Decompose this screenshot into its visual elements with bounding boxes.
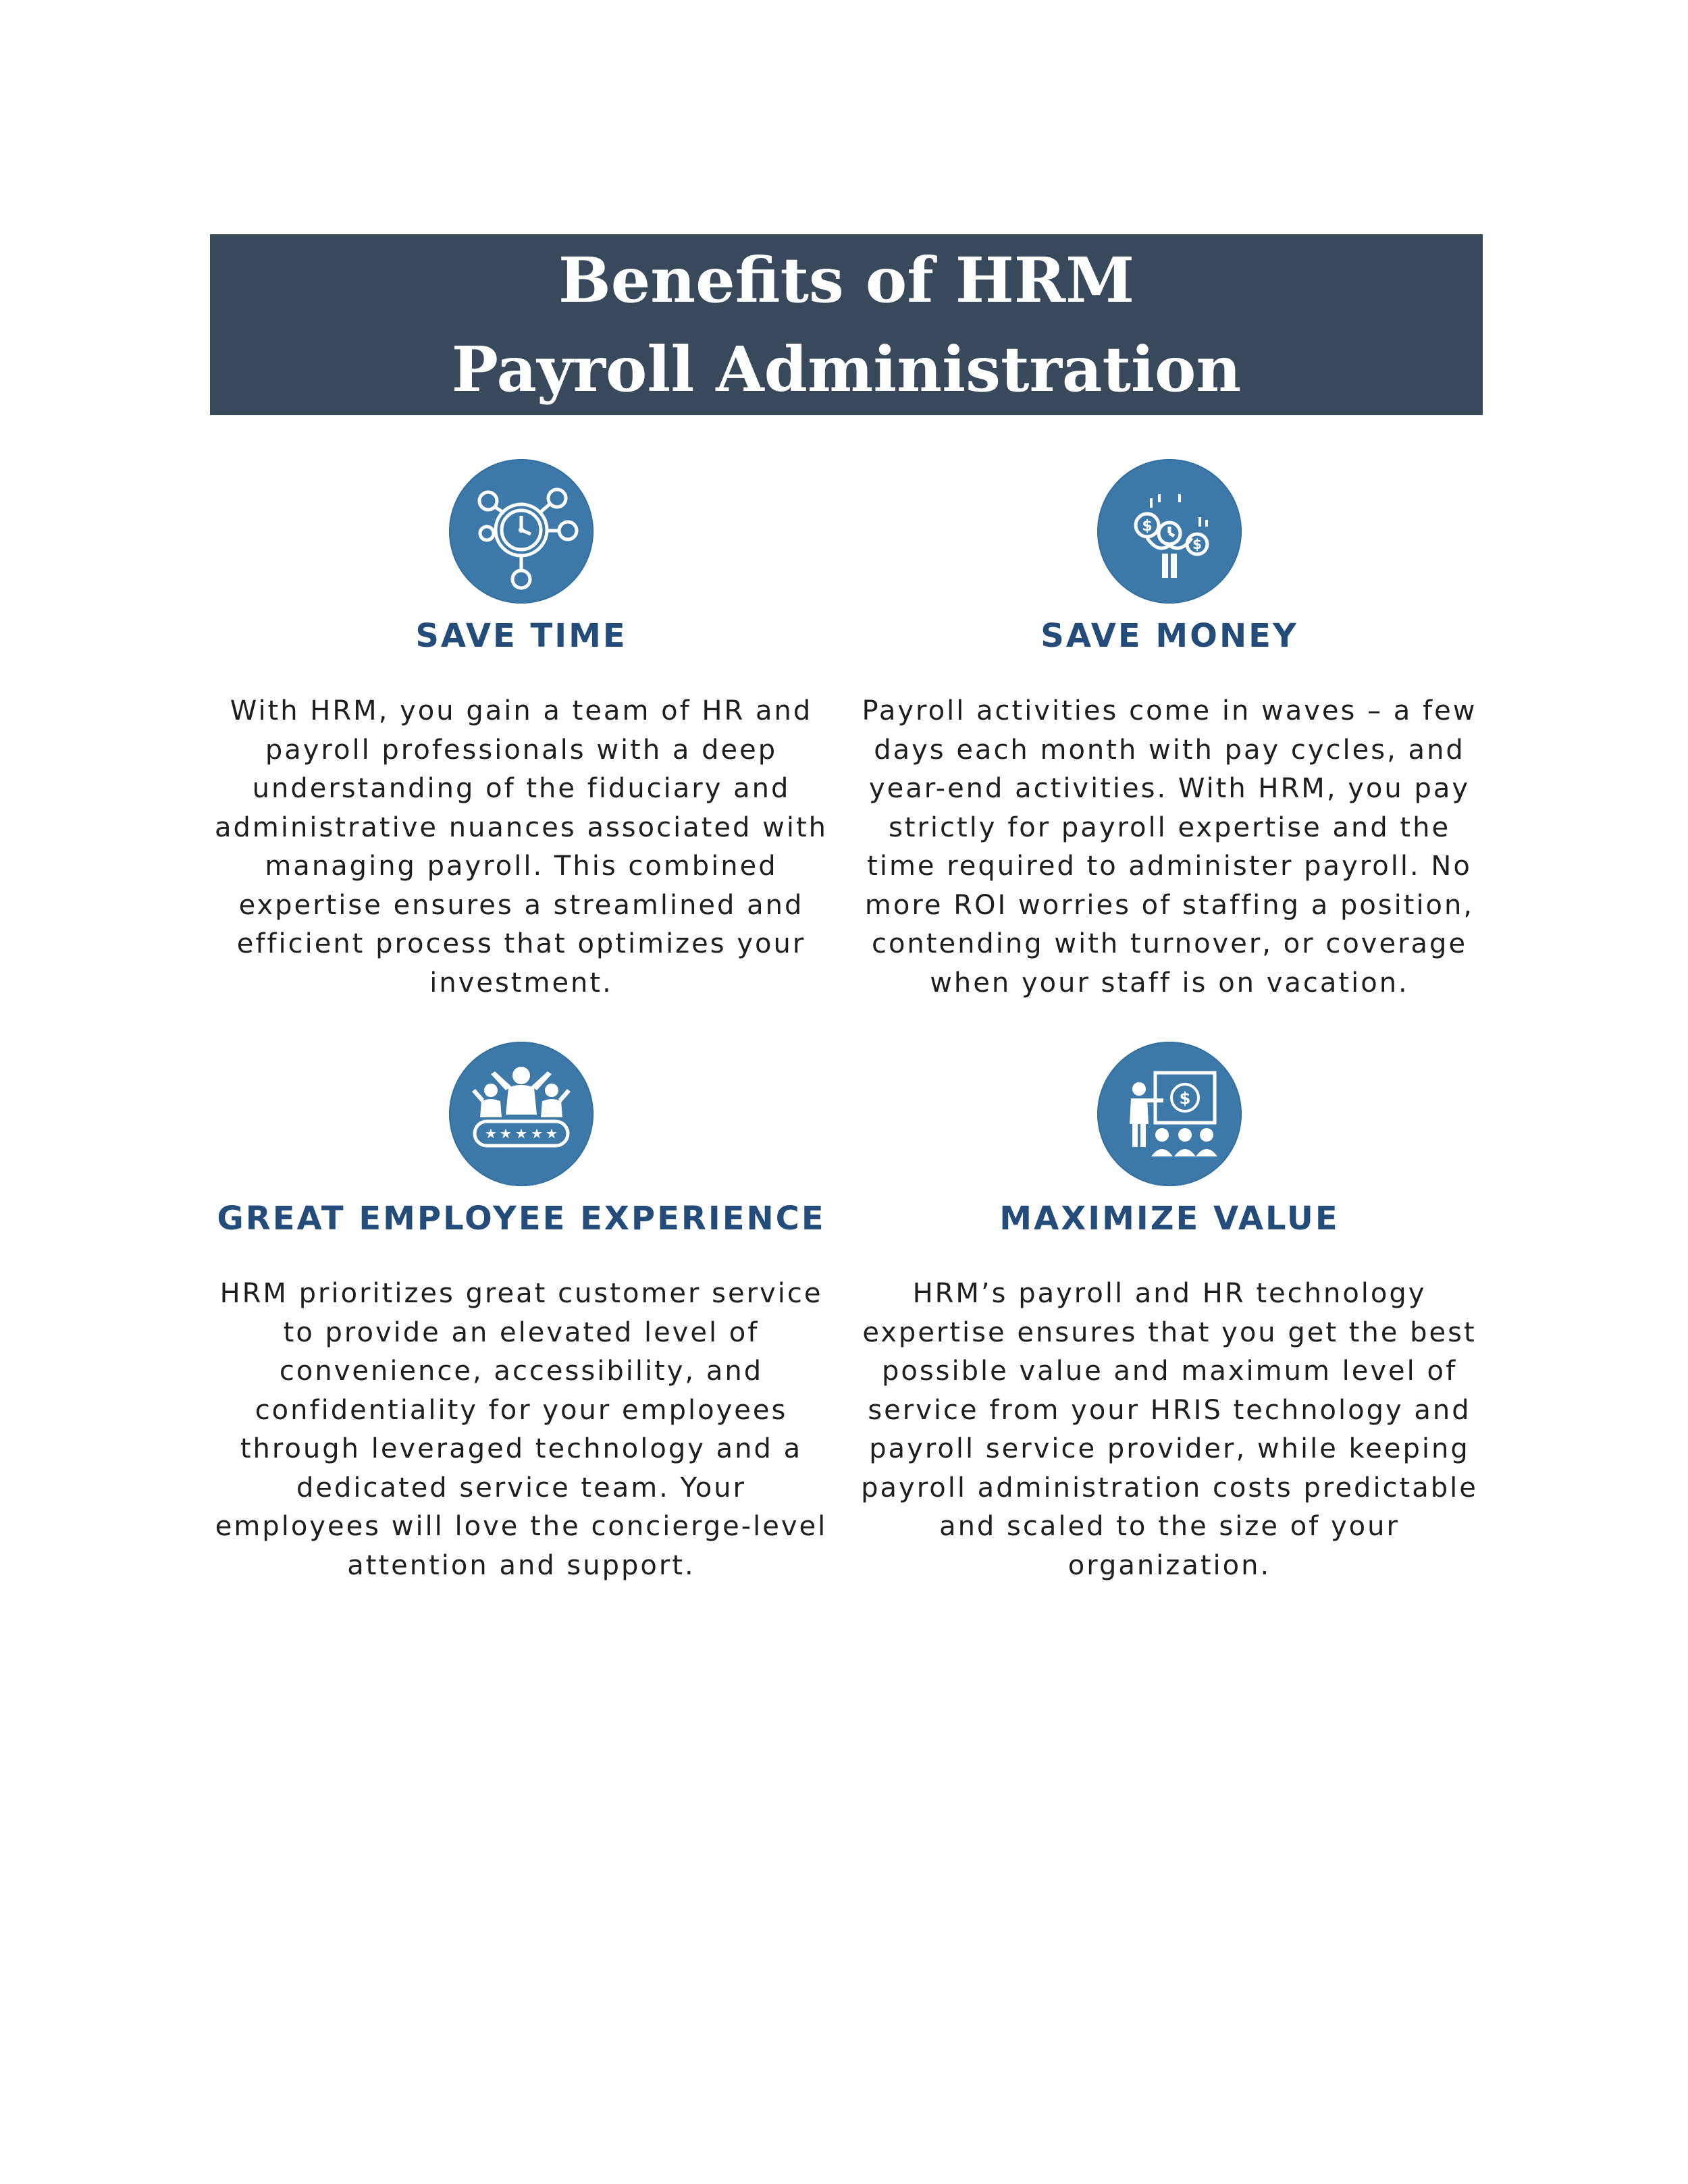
svg-text:$: $ — [1192, 536, 1202, 552]
card-text-line: Payroll activities come in waves – a few — [862, 695, 1477, 726]
clock-network-icon — [449, 459, 594, 604]
card-text-line: confidentiality for your employees — [255, 1394, 788, 1426]
card-text-line: to provide an elevated level of — [283, 1316, 760, 1348]
card-text-line: days each month with pay cycles, and — [874, 734, 1465, 766]
card-text-line: and scaled to the size of your — [939, 1511, 1400, 1542]
svg-text:★: ★ — [485, 1125, 497, 1142]
card-text-line: convenience, accessibility, and — [279, 1356, 764, 1387]
card-title: SAVE TIME — [415, 617, 627, 655]
card-text-line: dedicated service team. Your — [296, 1472, 746, 1503]
card-text-line: employees will love the concierge-level — [215, 1511, 828, 1542]
card-text-line: payroll service provider, while keeping — [869, 1433, 1470, 1464]
card-description — [845, 1275, 1494, 1585]
card-text-line: year-end activities. With HRM, you pay — [868, 773, 1471, 804]
svg-text:★: ★ — [500, 1125, 512, 1142]
money-person-icon — [1097, 459, 1242, 604]
svg-text:★: ★ — [546, 1125, 558, 1142]
card-text-line: expertise ensures that you get the best — [862, 1316, 1477, 1348]
card-text-line: attention and support. — [347, 1549, 695, 1581]
card-text-line: efficient process that optimizes your — [236, 928, 806, 959]
card-text-line: through leveraged technology and a — [240, 1433, 803, 1464]
card-text-line: contending with turnover, or coverage — [871, 928, 1468, 959]
svg-text:★: ★ — [515, 1125, 527, 1142]
card-text-line: investment. — [429, 967, 613, 998]
card-text-line: strictly for payroll expertise and the — [888, 811, 1451, 843]
page-title-line-2: Payroll Administration — [451, 333, 1242, 406]
card-text-line: payroll administration costs predictable — [861, 1472, 1478, 1503]
title-banner — [210, 234, 1483, 415]
card-text-line: With HRM, you gain a team of HR and — [230, 695, 813, 726]
page-title-line-1: Benefits of HRM — [558, 244, 1135, 317]
card-description — [197, 1275, 845, 1585]
card-text-line: service from your HRIS technology and — [868, 1394, 1471, 1426]
card-text-line: time required to administer payroll. No — [867, 851, 1472, 882]
card-text-line: managing payroll. This combined — [265, 851, 778, 882]
five-star-rating-icon — [449, 1042, 594, 1186]
svg-text:★: ★ — [531, 1125, 543, 1142]
card-text-line: HRM prioritizes great customer service — [219, 1278, 823, 1309]
card-text-line: possible value and maximum level of — [881, 1356, 1458, 1387]
card-text-line: more ROI worries of staffing a position, — [864, 889, 1475, 921]
svg-text:$: $ — [1179, 1089, 1191, 1108]
card-title: SAVE MONEY — [1040, 617, 1298, 655]
card-text-line: payroll professionals with a deep — [265, 734, 778, 766]
card-text-line: organization. — [1067, 1549, 1271, 1581]
card-text-line: understanding of the fiduciary and — [252, 773, 791, 804]
card-description — [845, 692, 1494, 1003]
card-text-line: when your staff is on vacation. — [930, 967, 1409, 998]
svg-text:$: $ — [1142, 518, 1153, 535]
card-text-line: HRM’s payroll and HR technology — [912, 1278, 1427, 1309]
card-title: GREAT EMPLOYEE EXPERIENCE — [217, 1200, 826, 1237]
card-text-line: expertise ensures a streamlined and — [238, 889, 804, 921]
card-description — [197, 692, 845, 1003]
presentation-audience-icon — [1097, 1042, 1242, 1186]
card-text-line: administrative nuances associated with — [215, 811, 828, 843]
card-title: MAXIMIZE VALUE — [999, 1200, 1340, 1237]
